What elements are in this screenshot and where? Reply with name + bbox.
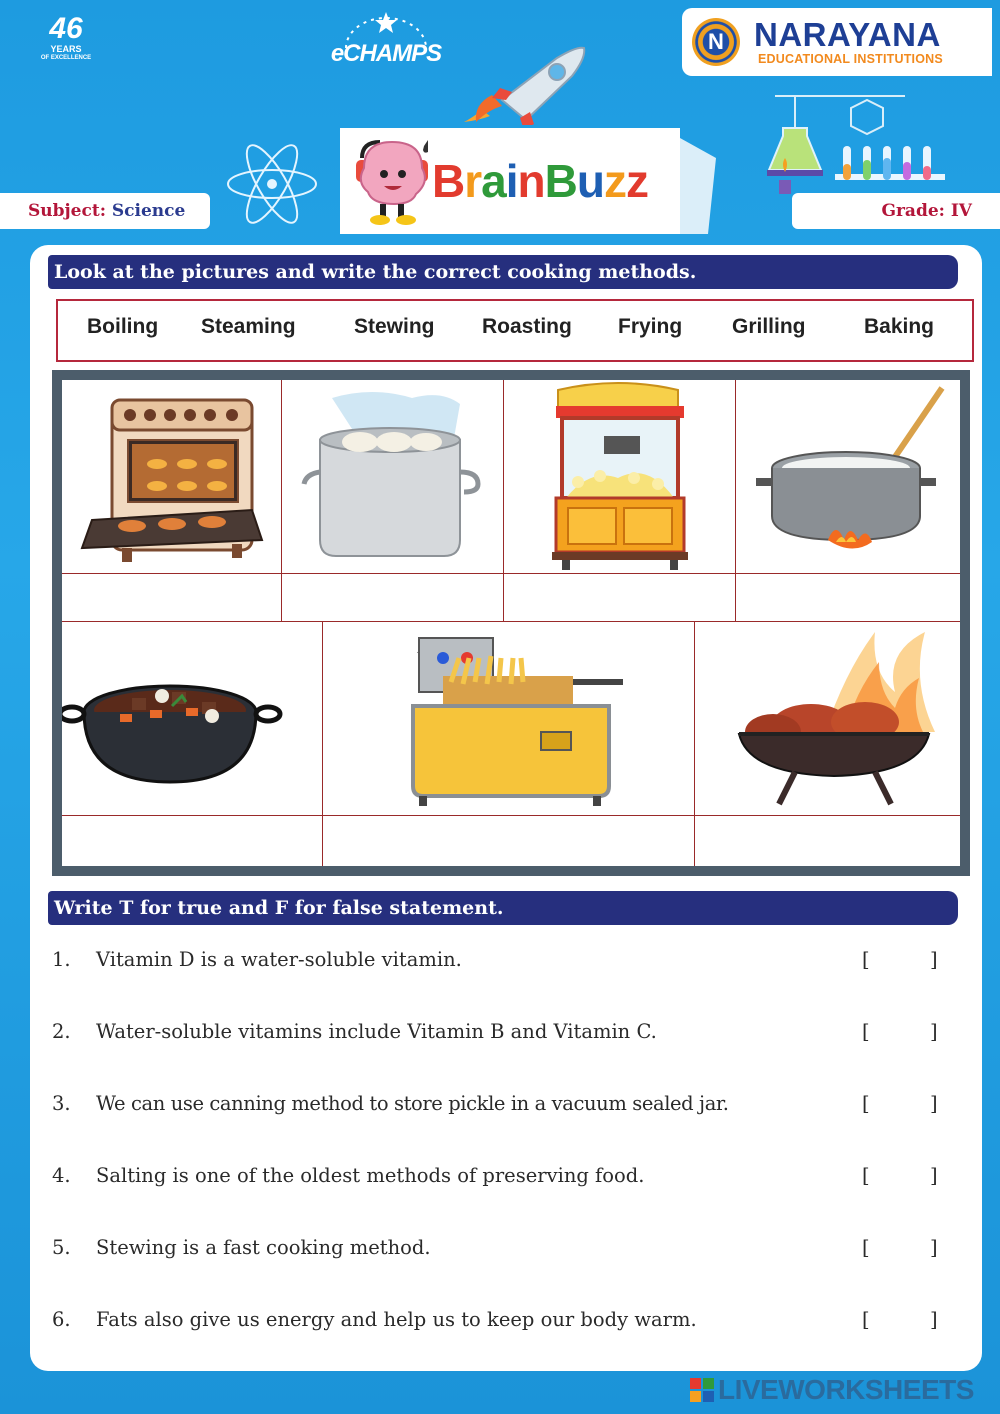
statement-row: 3. We can use canning method to store pickle in a vacuum sealed jar. [ ] bbox=[52, 1092, 938, 1115]
steamer-pot-icon bbox=[282, 380, 504, 574]
lab-apparatus-icon bbox=[755, 88, 955, 196]
answer-blank[interactable] bbox=[736, 574, 960, 622]
word-bank-item: Frying bbox=[618, 315, 683, 338]
brainbuzz-wordmark: BrainBuzz bbox=[432, 155, 648, 207]
boiling-pot-icon bbox=[736, 380, 960, 574]
answer-blank[interactable] bbox=[695, 816, 960, 866]
word-bank-item: Steaming bbox=[201, 315, 296, 338]
liveworksheets-icon bbox=[690, 1378, 714, 1402]
brain-mascot-icon bbox=[354, 138, 440, 228]
answer-bracket-open[interactable]: [ bbox=[862, 1020, 870, 1043]
liveworksheets-logo: LIVEWORKSHEETS bbox=[690, 1374, 990, 1406]
brainbuzz-title bbox=[340, 128, 720, 234]
popcorn-machine-icon bbox=[504, 380, 736, 574]
narayana-emblem-icon: N bbox=[692, 18, 740, 66]
stew-pot-icon bbox=[62, 622, 323, 816]
picture-cell bbox=[695, 622, 960, 816]
answer-bracket-close[interactable]: ] bbox=[930, 1308, 938, 1331]
section1-instruction: Look at the pictures and write the correct cooking methods. bbox=[48, 255, 958, 289]
answer-blank[interactable] bbox=[504, 574, 736, 622]
picture-cell bbox=[62, 622, 323, 816]
answer-blank[interactable] bbox=[62, 816, 323, 866]
picture-cell bbox=[323, 622, 695, 816]
picture-cell bbox=[62, 380, 282, 574]
answer-bracket-close[interactable]: ] bbox=[930, 1236, 938, 1259]
echamps-logo: eCHAMPS bbox=[330, 40, 442, 67]
picture-grid bbox=[52, 370, 970, 876]
statement-row: 1. Vitamin D is a water-soluble vitamin. [ ] bbox=[52, 948, 938, 971]
word-bank-item: Roasting bbox=[482, 315, 572, 338]
statement-row: 2. Water-soluble vitamins include Vitamin B and Vitamin C. [ ] bbox=[52, 1020, 938, 1043]
answer-blank[interactable] bbox=[62, 574, 282, 622]
word-bank-item: Baking bbox=[864, 315, 935, 338]
atom-icon bbox=[222, 138, 322, 230]
answer-blank[interactable] bbox=[323, 816, 695, 866]
subject-tag: Subject: Science bbox=[0, 193, 210, 229]
word-bank-item: Stewing bbox=[354, 315, 435, 338]
deep-fryer-icon bbox=[323, 622, 695, 816]
answer-bracket-close[interactable]: ] bbox=[930, 1092, 938, 1115]
word-bank-item: Grilling bbox=[732, 315, 806, 338]
answer-bracket-close[interactable]: ] bbox=[930, 1164, 938, 1187]
answer-bracket-open[interactable]: [ bbox=[862, 1164, 870, 1187]
statement-row: 6. Fats also give us energy and help us to keep our body warm. [ ] bbox=[52, 1308, 938, 1331]
word-bank-item: Boiling bbox=[87, 315, 159, 338]
grill-icon bbox=[695, 622, 960, 816]
answer-bracket-close[interactable]: ] bbox=[930, 1020, 938, 1043]
answer-bracket-open[interactable]: [ bbox=[862, 1308, 870, 1331]
statement-row: 5. Stewing is a fast cooking method. [ ] bbox=[52, 1236, 938, 1259]
picture-cell bbox=[504, 380, 736, 574]
narayana-logo: N NARAYANA EDUCATIONAL INSTITUTIONS bbox=[682, 8, 992, 76]
oven-icon bbox=[62, 380, 282, 574]
answer-blank[interactable] bbox=[282, 574, 504, 622]
statement-row: 4. Salting is one of the oldest methods of preserving food. [ ] bbox=[52, 1164, 938, 1187]
picture-cell bbox=[736, 380, 960, 574]
word-bank bbox=[56, 299, 974, 362]
answer-bracket-open[interactable]: [ bbox=[862, 1092, 870, 1115]
picture-cell bbox=[282, 380, 504, 574]
grade-tag: Grade: IV bbox=[792, 193, 1000, 229]
answer-bracket-open[interactable]: [ bbox=[862, 1236, 870, 1259]
years-of-excellence-logo: 46 YEARS OF EXCELLENCE bbox=[40, 12, 92, 61]
section2-instruction: Write T for true and F for false statement. bbox=[48, 891, 958, 925]
answer-bracket-close[interactable]: ] bbox=[930, 948, 938, 971]
rocket-icon bbox=[462, 40, 592, 125]
answer-bracket-open[interactable]: [ bbox=[862, 948, 870, 971]
